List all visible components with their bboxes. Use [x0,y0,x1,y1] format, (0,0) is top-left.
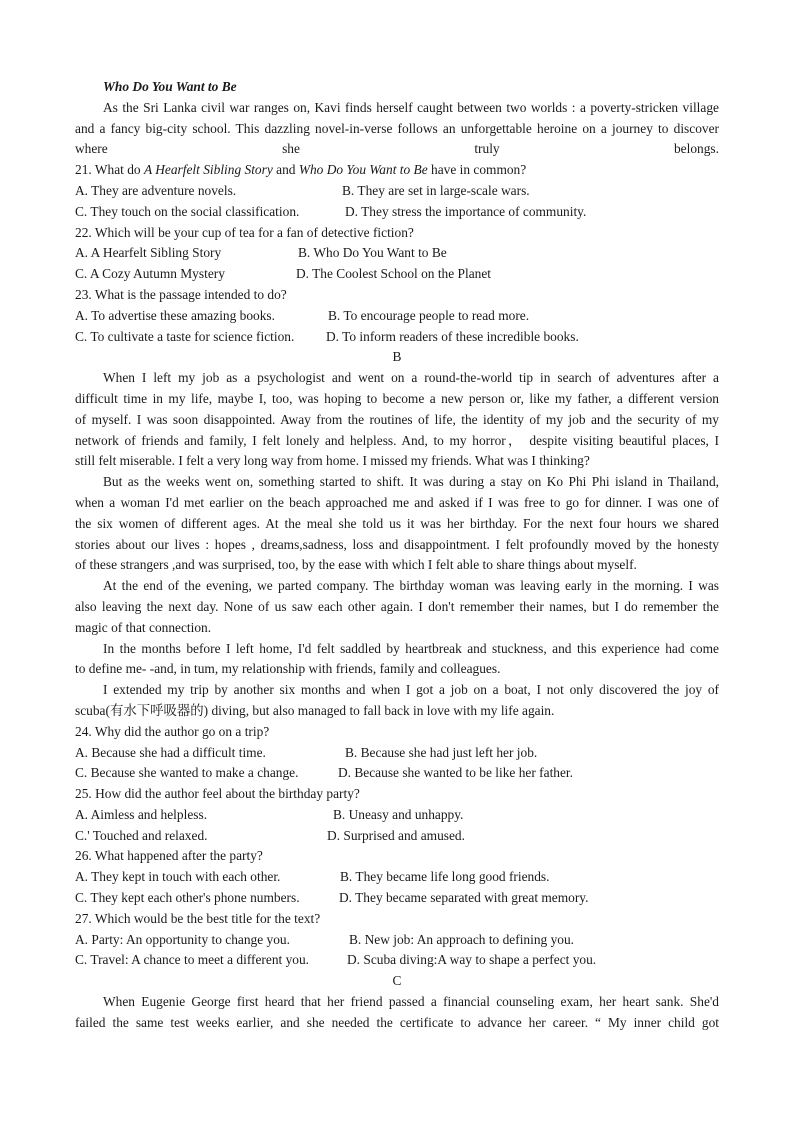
q22-option-a[interactable]: A. A Hearfelt Sibling Story [75,245,222,261]
q21-option-b[interactable]: B. They are set in large-scale wars. [342,182,530,198]
q25-option-d[interactable]: D. Surprised and amused. [327,827,465,843]
question-23-stem: 23. What is the passage intended to do? [75,286,287,302]
q22-option-d[interactable]: D. The Coolest School on the Planet [296,266,492,282]
q23-option-d[interactable]: D. To inform readers of these incredible books. [326,328,579,344]
question-21-stem: 21. What do A Hearfelt Sibling Story and Who Do You Want to Be have in common? [75,162,527,178]
q27-option-a[interactable]: A. Party: An opportunity to change you. [75,931,290,947]
book-description: As the Sri Lanka civil war ranges on, Kavi finds herself caught between two worlds : a poverty-stricken village and a fancy big-city school. This dazzling novel-in-verse follows an unforgettable heroine on a journey to discover where she truly belongs. [75,99,719,157]
question-22-stem: 22. Which will be your cup of tea for a fan of detective fiction? [75,224,414,240]
section-c-label: C [392,973,402,989]
section-b-label: B [392,349,402,365]
q23-option-b[interactable]: B. To encourage people to read more. [328,307,530,323]
q21-option-a[interactable]: A. They are adventure novels. [75,182,237,198]
q24-option-c[interactable]: C. Because she wanted to make a change. [75,765,299,781]
question-24-stem: 24. Why did the author go on a trip? [75,723,270,739]
section-b-paragraph-5: I extended my trip by another six months and when I got a job on a boat, I not only discovered the joy of scuba(有水下呼吸器的) diving, but also managed to fall back in love with my life again. [75,682,719,718]
q23-option-a[interactable]: A. To advertise these amazing books. [75,307,275,323]
q25-option-a[interactable]: A. Aimless and helpless. [75,806,208,822]
q24-option-a[interactable]: A. Because she had a difficult time. [75,744,266,760]
section-b-paragraph-3: At the end of the evening, we parted company. The birthday woman was leaving early in the morning. I was also leaving the next day. None of us saw each other again. I don't remember their names, but I do remember the magic of that connection. [75,578,719,635]
q27-option-b[interactable]: B. New job: An approach to defining you. [349,931,574,947]
q26-option-d[interactable]: D. They became separated with great memory. [339,890,589,906]
q22-option-b[interactable]: B. Who Do You Want to Be [298,245,447,261]
section-b-paragraph-1: When I left my job as a psychologist and went on a round-the-world tip in search of adventures after a difficult time in my life, maybe I, too, was hoping to become a new person or, like my father, a different version of myself. I was soon disappointed. Away from the routines of life, the identity of my job and the security of my network of friends and family, I felt lonely and helpless. And, to my horror， despite visiting beautiful places, I still felt miserable. I felt a very long way from home. I missed my friends. What was I thinking? [75,370,719,469]
book-title: Who Do You Want to Be [103,79,237,94]
q21-option-d[interactable]: D. They stress the importance of community. [345,203,587,219]
q23-option-c[interactable]: C. To cultivate a taste for science fiction. [75,328,295,344]
q27-option-c[interactable]: C. Travel: A chance to meet a different you. [75,952,310,968]
section-b-paragraph-4: In the months before I left home, I'd felt saddled by heartbreak and stuckness, and this experience had come to define me- -and, in tum, my relationship with friends, family and colleagues. [75,640,719,677]
q25-option-c[interactable]: C.' Touched and relaxed. [75,827,208,843]
q24-option-b[interactable]: B. Because she had just left her job. [345,744,538,760]
q25-option-b[interactable]: B. Uneasy and unhappy. [333,806,464,822]
q21-option-c[interactable]: C. They touch on the social classification. [75,203,300,219]
section-b-paragraph-2: But as the weeks went on, something started to shift. It was during a stay on Ko Phi Phi island in Thailand, when a woman I'd met earlier on the beach approached me and asked if I was free to go for dinner. I was one of the six women of different ages. At the meal she told us it was her birthday. For the next four hours we shared stories about our lives : hopes , dreams,sadness, loss and disappointment. I felt profoundly moved by the honesty of these strangers ,and was surprised, too, by the ease with which I felt able to share things about myself. [75,474,719,573]
question-25-stem: 25. How did the author feel about the birthday party? [75,786,360,802]
question-26-stem: 26. What happened after the party? [75,848,263,864]
q24-option-d[interactable]: D. Because she wanted to be like her father. [338,765,573,781]
q26-option-c[interactable]: C. They kept each other's phone numbers. [75,890,300,906]
q26-option-b[interactable]: B. They became life long good friends. [340,869,550,885]
exam-page [75,77,719,1034]
q26-option-a[interactable]: A. They kept in touch with each other. [75,869,281,885]
section-c-paragraph-1: When Eugenie George first heard that her friend passed a financial counseling exam, her heart sank. She'd failed the same test weeks earlier, and she needed the certificate to advance her career. “ My inner child got [75,994,719,1030]
q27-option-d[interactable]: D. Scuba diving:A way to shape a perfect you. [347,952,597,968]
question-27-stem: 27. Which would be the best title for the text? [75,910,321,926]
q22-option-c[interactable]: C. A Cozy Autumn Mystery [75,266,225,282]
